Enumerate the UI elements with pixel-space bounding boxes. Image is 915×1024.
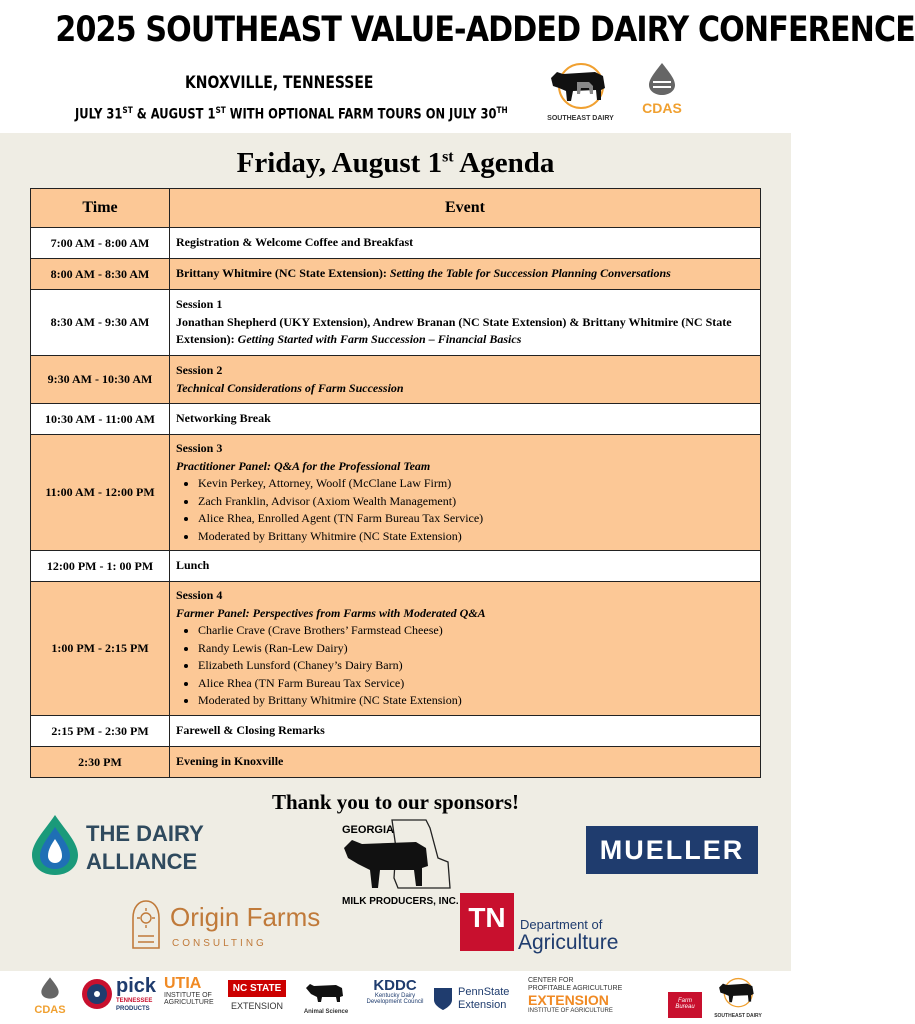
pick-tennessee-logo bbox=[80, 975, 160, 1019]
farm-bureau-text: Bureau bbox=[675, 1004, 695, 1010]
tn-ag-text: Agriculture bbox=[518, 931, 619, 954]
row-event: Lunch bbox=[170, 551, 761, 582]
tn-dept-text: Department of bbox=[520, 917, 603, 932]
pick-text: TENNESSEE bbox=[116, 998, 153, 1004]
row-event: Session 2 Technical Considerations of Farm Succession bbox=[170, 356, 761, 404]
mueller-logo bbox=[586, 826, 758, 874]
southeast-dairy-text: SOUTHEAST DAIRY bbox=[547, 115, 614, 122]
tn-badge bbox=[460, 893, 514, 951]
row-time: 2:30 PM bbox=[31, 747, 170, 778]
list-item: • Charlie Crave (Crave Brothers’ Farmstead Cheese) bbox=[198, 622, 754, 640]
list-item: • Moderated by Brittany Whitmire (NC State Extension) bbox=[198, 528, 754, 546]
footer-southeast-text: SOUTHEAST DAIRY bbox=[714, 1013, 762, 1019]
utia-text: UTIA bbox=[164, 975, 202, 992]
drop-icon bbox=[40, 976, 60, 1000]
animal-science-logo bbox=[296, 978, 356, 1020]
row-time: 9:30 AM - 10:30 AM bbox=[31, 356, 170, 404]
farm-bureau-text: Farm bbox=[678, 998, 692, 1004]
southeast-dairy-logo bbox=[543, 60, 618, 122]
list-item: • Moderated by Brittany Whitmire (NC State Extension) bbox=[198, 692, 754, 710]
list-item: • Zach Franklin, Advisor (Axiom Wealth Management) bbox=[198, 493, 754, 511]
cow-icon bbox=[543, 60, 618, 110]
nc-extension-text: EXTENSION bbox=[230, 1001, 283, 1011]
row-time: 1:00 PM - 2:15 PM bbox=[31, 582, 170, 716]
row-time: 2:15 PM - 2:30 PM bbox=[31, 716, 170, 747]
list-item: • Kevin Perkey, Attorney, Woolf (McClane Law Firm) bbox=[198, 475, 754, 493]
event-column-header: Event bbox=[170, 189, 761, 228]
penn-state-logo bbox=[432, 984, 520, 1018]
row-event: Session 1 Jonathan Shepherd (UKY Extension), Andrew Branan (NC State Extension) & Brittany Whitmire (NC State Extension): Getting Started with Farm Succession – Financial Basics bbox=[170, 290, 761, 356]
dairy-alliance-text: ALLIANCE bbox=[86, 849, 198, 874]
utia-text: INSTITUTE OF bbox=[164, 992, 212, 999]
footer-southeast-logo bbox=[710, 976, 766, 1020]
conference-location: KNOXVILLE, TENNESSEE bbox=[185, 73, 374, 93]
nc-state-logo bbox=[228, 980, 286, 1020]
row-time: 8:30 AM - 9:30 AM bbox=[31, 290, 170, 356]
row-event: Brittany Whitmire (NC State Extension): Setting the Table for Succession Planning Conversations bbox=[170, 259, 761, 290]
origin-consulting-text: CONSULTING bbox=[172, 938, 267, 949]
cpa-extension-text: EXTENSION bbox=[528, 992, 609, 1008]
georgia-text: GEORGIA bbox=[342, 824, 394, 836]
row-event: Session 3 Practitioner Panel: Q&A for the Professional Team • Kevin Perkey, Attorney, Woolf (McClane Law Firm) • Zach Franklin, Advisor (Axiom Wealth Management) • Alice Rhea, Enrolled Agent (TN Farm Bureau Tax Service) • Moderated by Brittany Whitmire (NC State Extension) bbox=[170, 435, 761, 551]
shield-icon bbox=[432, 986, 454, 1012]
agenda-row bbox=[31, 435, 761, 551]
list-item: • Alice Rhea (TN Farm Bureau Tax Service) bbox=[198, 675, 754, 693]
agenda-row bbox=[31, 404, 761, 435]
tn-seal-icon bbox=[80, 977, 114, 1011]
penn-extension-text: Extension bbox=[458, 999, 507, 1011]
row-time: 7:00 AM - 8:00 AM bbox=[31, 228, 170, 259]
footer-cdas-text: CDAS bbox=[34, 1004, 66, 1016]
dairy-alliance-text: THE DAIRY bbox=[86, 821, 204, 846]
agenda-row bbox=[31, 716, 761, 747]
cdas-text: CDAS bbox=[642, 100, 682, 116]
conference-dates: JULY 31ST & AUGUST 1ST WITH OPTIONAL FARM TOURS ON JULY 30TH bbox=[75, 106, 508, 123]
session-label: Session 4 bbox=[176, 588, 223, 603]
kddc-text: Kentucky Dairy bbox=[374, 993, 416, 999]
cpa-text: CENTER FOR bbox=[528, 977, 574, 984]
penn-state-text: PennState bbox=[458, 986, 510, 998]
row-event: Registration & Welcome Coffee and Breakfast bbox=[170, 228, 761, 259]
conference-title: 2025 SOUTHEAST VALUE-ADDED DAIRY CONFERENCE bbox=[55, 10, 915, 50]
sponsors-heading: Thank you to our sponsors! bbox=[271, 790, 520, 814]
drop-icon bbox=[28, 813, 82, 877]
row-event: Farewell & Closing Remarks bbox=[170, 716, 761, 747]
cdas-logo bbox=[630, 62, 694, 120]
row-time: 12:00 PM - 1: 00 PM bbox=[31, 551, 170, 582]
kddc-logo bbox=[366, 978, 424, 1020]
row-event: Evening in Knoxville bbox=[170, 747, 761, 778]
kddc-text: Development Council bbox=[366, 999, 424, 1005]
utia-logo bbox=[164, 976, 224, 1020]
center-profitable-ag-logo bbox=[528, 977, 656, 1021]
time-column-header: Time bbox=[31, 189, 170, 228]
cpa-text: PROFITABLE AGRICULTURE bbox=[528, 985, 623, 992]
georgia-text: MILK PRODUCERS, INC. bbox=[342, 896, 459, 907]
cow-icon bbox=[714, 976, 762, 1008]
utia-text: AGRICULTURE bbox=[164, 999, 214, 1006]
row-time: 8:00 AM - 8:30 AM bbox=[31, 259, 170, 290]
origin-farms-text: Origin Farms bbox=[170, 902, 321, 932]
agenda-row bbox=[31, 551, 761, 582]
tn-agriculture-logo bbox=[460, 893, 630, 953]
agenda-row bbox=[31, 259, 761, 290]
tn-text: TN bbox=[468, 902, 506, 933]
origin-farms-logo bbox=[130, 898, 350, 954]
session-label: Session 1 bbox=[176, 297, 223, 312]
georgia-milk-logo bbox=[338, 818, 459, 910]
drop-icon bbox=[647, 62, 677, 96]
list-item: • Alice Rhea, Enrolled Agent (TN Farm Bureau Tax Service) bbox=[198, 510, 754, 528]
cpa-text: INSTITUTE OF AGRICULTURE bbox=[528, 1008, 613, 1014]
agenda-row bbox=[31, 582, 761, 716]
agenda-header-row bbox=[31, 189, 761, 228]
panelist-list bbox=[176, 622, 754, 710]
pick-text: PRODUCTS bbox=[116, 1006, 150, 1012]
footer-cdas-logo bbox=[26, 976, 74, 1020]
dairy-alliance-logo bbox=[28, 813, 228, 879]
agenda-table bbox=[30, 188, 761, 778]
kddc-text: KDDC bbox=[373, 977, 417, 994]
row-event: Networking Break bbox=[170, 404, 761, 435]
animal-science-text: Animal Science bbox=[303, 1009, 349, 1015]
farm-bureau-logo bbox=[668, 992, 702, 1018]
session-label: Session 2 bbox=[176, 363, 223, 377]
cow-icon bbox=[302, 978, 350, 1004]
agenda-row bbox=[31, 747, 761, 778]
panelist-list bbox=[176, 475, 754, 545]
list-item: • Randy Lewis (Ran-Lew Dairy) bbox=[198, 640, 754, 658]
mueller-text: MUELLER bbox=[599, 835, 745, 865]
row-event: Session 4 Farmer Panel: Perspectives from Farms with Moderated Q&A • Charlie Crave (Crave Brothers’ Farmstead Cheese) • Randy Lewis (Ran-Lew Dairy) • Elizabeth Lunsford (Chaney’s Dairy Barn) • Alice Rhea (TN Farm Bureau Tax Service) • Moderated by Brittany Whitmire (NC State Extension) bbox=[170, 582, 761, 716]
agenda-row bbox=[31, 290, 761, 356]
pick-text: pick bbox=[116, 975, 157, 997]
nc-state-text: NC STATE bbox=[228, 980, 286, 997]
list-item: • Elizabeth Lunsford (Chaney’s Dairy Barn) bbox=[198, 657, 754, 675]
row-time: 11:00 AM - 12:00 PM bbox=[31, 435, 170, 551]
session-label: Session 3 bbox=[176, 441, 223, 455]
agenda-title: Friday, August 1st Agenda bbox=[236, 147, 555, 179]
agenda-row bbox=[31, 356, 761, 404]
agenda-row bbox=[31, 228, 761, 259]
sun-icon bbox=[130, 898, 162, 950]
row-time: 10:30 AM - 11:00 AM bbox=[31, 404, 170, 435]
